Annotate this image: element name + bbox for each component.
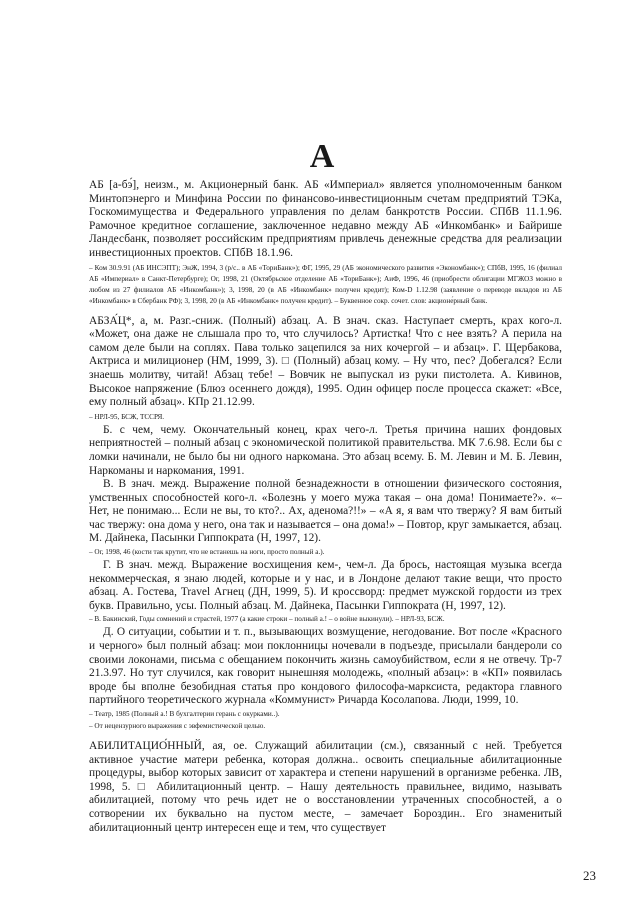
entry-abzats-sense-b: Б. с чем, чему. Окончательный конец, крах чего-л. Третья причина наших фондовых неприятностей – полный абзац с экономической политикой правительства. МК 7.6.98. Если бы с ломки начинали, не было бы ни одного наркомана. Это абзац всему. Б. М. Левин и М. Б. Левин, Наркоманы и наркомания, 1991.	[89, 423, 562, 477]
dictionary-entries	[89, 179, 562, 837]
entry-abzats-sources-a: – НРЛ-95, БСЖ, ТССРЯ.	[89, 412, 165, 421]
entry-abzats-sense-g: Г. В знач. межд. Выражение восхищения кем-, чем-л. Да брось, настоящая музыка всегда некоммерческая, я знаю людей, которые и у нас, и в Лондоне делают такие вещи, что просто абзац. А. Гостева, Travel Агнец (ДН, 1999, 5). И кроссворд: предмет мужской гордости из трех букв. Правильно, усы. Полный абзац. М. Дайнека, Пасынки Гиппократа (Н, 1997, 12).	[89, 559, 562, 612]
entry-abzats-sense-d: Д. О ситуации, событии и т. п., вызывающих возмущение, негодование. Вот после «Красного и черного» был полный абзац: мои поклонницы ночевали в подъезде, присылали бандероли со своими локонами, письма с обещанием покончить жизнь самоубийством, если я не отвечу. Тр-7 21.3.97. Но тут случился, как говорит нынешняя молодежь, «полный абзац»: в «КП» появилась вроде бы вполне безобидная статья про кондового философа-марксиста, редактора главного партийного теоретического журнала «Коммунист» Ричарда Косолапова. Люди, 1999, 10.	[89, 626, 562, 707]
entry-ab: АБ [а-бэ́], неизм., м. Акционерный банк. АБ «Империал» является уполномоченным банком Минтопэнерго и Минфина России по финансово-инвестиционным счетам предприятий ТЭКа, Госкомимущества и Федерального управления по делам банкротств России. СПбВ 11.1.96. Рамочное кредитное соглашение, заключенное недавно между АБ «Инкомбанк» и Байрише Ландесбанк, позволяет российским предприятиям привлечь денежные средства для реализации инвестиционных проектов. СПбВ 18.1.96.	[89, 179, 562, 259]
entry-ab-sources: – Ком 30.9.91 (АБ ИНСЭПТ); ЭнЖ, 1994, 3 (р/с.. в АБ «ТориБанк»); ФГ, 1995, 29 (АБ экономического развития «Экономбанк»); СПбВ, 1995, 16 (филиал АБ «Империал» в Санкт-Петербурге); Ог, 1998, 21 (Октябрьское отделение АБ «ТориБанк»); АиФ, 1996, 46 (приобрести облигации МГЖОЗ можно в любом из 27 филиалов АБ «Инкомбанк»); 3, 1998, 20 (в АБ «Инкомбанк» получен кредит); Ком-D 1.12.98 (заявление о переводе вкладов из АБ «Инкомбанк» в Сбербанк РФ); 3, 1998, 20 (в АБ «Инкомбанк» получен кредит). – Буквенное сокр. сочет. слов: акционе́рный банк.	[89, 263, 562, 305]
entry-abzats-sources-g: – В. Бакинский, Годы сомнений и страстей, 1977 (а какие строки – полный а.! – о войне выкинули). – НРЛ-93, БСЖ.	[89, 615, 445, 624]
entry-abzats-sense-v: В. В знач. межд. Выражение полной безнадежности в отношении физического состояния, умственных способностей кого-л. «Болезнь у моего мужа такая – она дома! Понимаете?». «– Нет, не понимаю... Если не вы, то кто?.. Ах, аденома?!!» – «А я, я вам что твержу? Я вам битый час твержу: она дома у него, она так и называется – она дома!» – Повтор, круг замыкается, абзац. М. Дайнека, Пасынки Гиппократа (Н, 1997, 12).	[89, 478, 562, 545]
section-letter: А	[309, 138, 335, 175]
entry-abzats-sources-d: – Театр, 1985 (Полный а.! В бухгалтерии герань с окурками..).	[89, 710, 280, 718]
entry-abzats-etymology: – От нецензурного выражения с эвфемистической целью.	[89, 722, 266, 730]
entry-abzats-sources-v: – Ог, 1998, 46 (кости так крутит, что не встанешь на ноги, просто полный а.).	[89, 548, 325, 557]
entry-abzats: АБЗА́Ц*, а, м. Разг.-сниж. (Полный) абзац. А. В знач. сказ. Наступает смерть, крах кого-л. «Может, она даже не слышала про то, что случилось? Артистка! Что с нее взять? А перила на самом деле были на соплях. Пава только зацепился за них кочергой – и абзац». Г. Щербакова, Актриса и милиционер (НМ, 1999, 3). □ (Полный) абзац кому. – Ну что, пес? Добегался? Если знаешь молитву, читай! Абзац тебе! – Вовчик не выпускал из руки пистолета. А. Кивинов, Высокое напряжение (Блюз осеннего дождя), 1995. Один офицер после процесса скажет: «Все, ему полный абзац». КПр 21.12.99.	[89, 314, 562, 409]
entry-abilitatsionny: АБИЛИТАЦИО́ННЫЙ, ая, ое. Служащий абилитации (см.), связанный с ней. Требуется активное участие матери ребенка, которая должна.. освоить специальные абилитационные процедуры, выбор которых зависит от характера и степени нарушений в организме ребенка. ЛВ, 1998, 5. □ Абилитационный центр. – Нашу деятельность правильнее, видимо, называть абилитацией, потому что речь идет не о восстановлении утраченных способностей, а о сотворении их буквально на пустом месте, – замечает Бороздин.. Его знаменитый абилитационный центр интересен еще и тем, что существует	[89, 740, 562, 834]
page-number: 23	[583, 868, 596, 883]
